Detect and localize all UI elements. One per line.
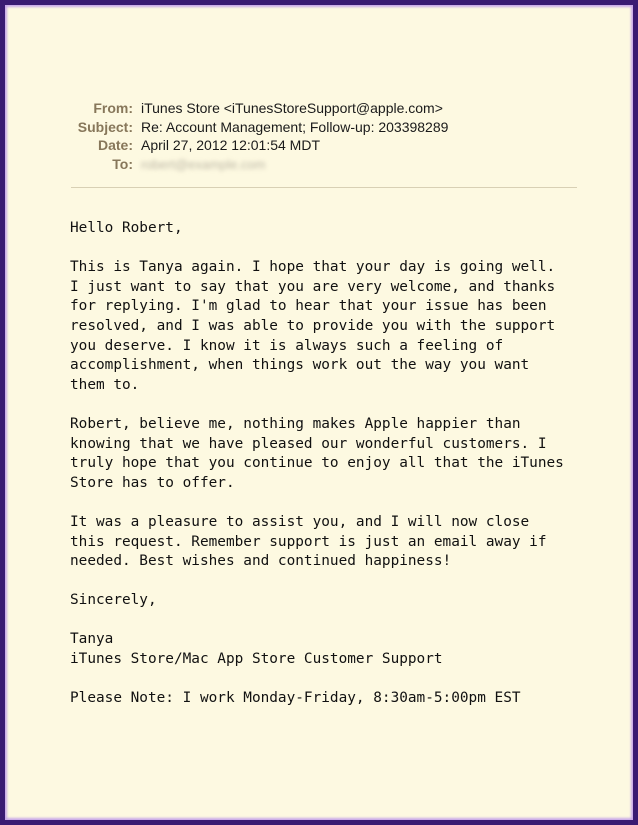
to-label: To: [112, 155, 133, 172]
body-paragraph: It was a pleasure to assist you, and I will now close this request. Remember support is just an email away if needed. Best wishes and continued happiness! [70, 513, 547, 570]
from-row [55, 99, 448, 118]
from-label: From: [93, 100, 133, 116]
from-value: iTunes Store <iTunesStoreSupport@apple.com> [141, 100, 443, 116]
subject-label: Subject: [77, 118, 133, 135]
greeting: Hello Robert, [70, 220, 183, 236]
signature: Tanya iTunes Store/Mac App Store Customer Support [70, 631, 443, 668]
email-headers [55, 99, 448, 174]
to-value-redacted: robert@example.com [141, 156, 266, 172]
subject-row [55, 118, 448, 137]
closing: Sincerely, [70, 592, 157, 609]
header-divider [71, 187, 577, 188]
working-hours-note: Please Note: I work Monday-Friday, 8:30am-5:00pm EST [70, 690, 521, 707]
to-row [55, 155, 448, 175]
subject-value: Re: Account Management; Follow-up: 203398289 [141, 118, 449, 135]
body-paragraph: Robert, believe me, nothing makes Apple happier than knowing that we have pleased our wonderful customers. I truly hope that you continue to enjoy all that the iTunes Store has to offer. [70, 415, 564, 491]
email-body [70, 219, 610, 728]
body-paragraph: This is Tanya again. I hope that your day is going well. I just want to say that you are very welcome, and thanks for replying. I'm glad to hear that your issue has been resolved, and I was able to provide you with the support you deserve. I know it is always such a feeling of accomplishment, when things work out the way you want them to. [70, 259, 556, 393]
date-label: Date: [97, 137, 133, 153]
date-value: April 27, 2012 12:01:54 MDT [141, 137, 320, 153]
date-row [55, 136, 448, 155]
